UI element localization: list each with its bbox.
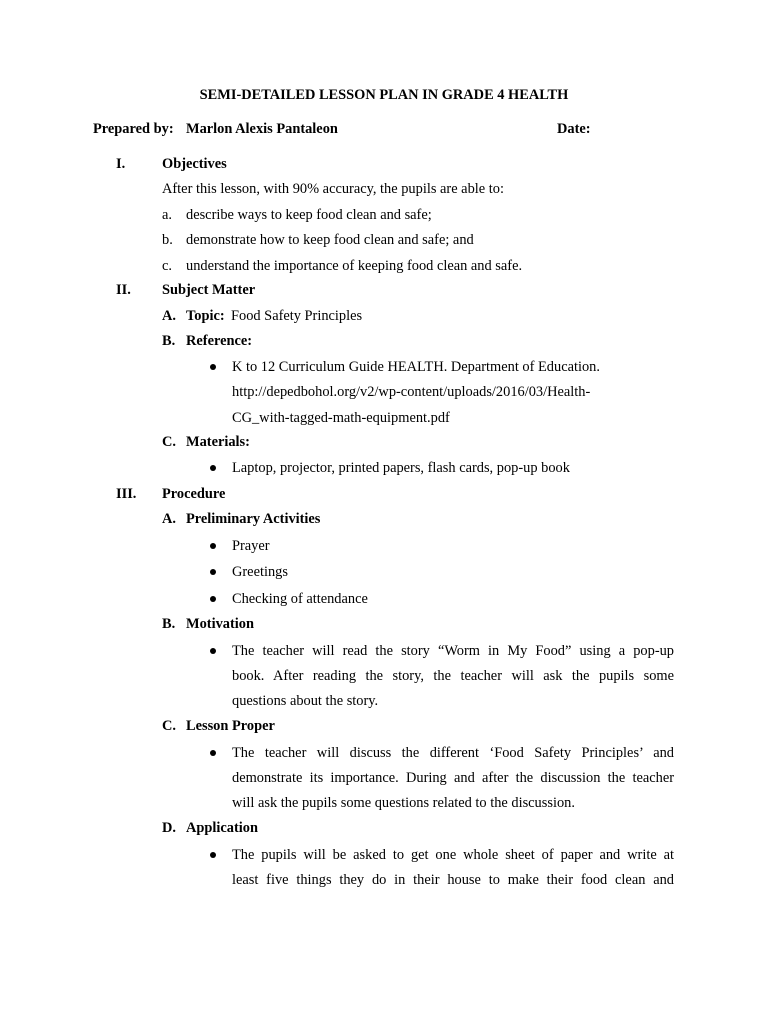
document-title: SEMI-DETAILED LESSON PLAN IN GRADE 4 HEALTH — [199, 87, 569, 103]
bullet-icon — [210, 648, 216, 654]
prepared-by-label: Prepared by: — [93, 121, 174, 137]
reference-label: Reference: — [186, 333, 253, 349]
section-number-procedure: III. — [116, 486, 137, 502]
bullet-icon — [210, 543, 216, 549]
bullet-icon — [210, 852, 216, 858]
materials-text: Laptop, projector, printed papers, flash cards, pop-up book — [232, 460, 570, 476]
bullet-icon — [210, 750, 216, 756]
motivation-letter: B. — [162, 616, 176, 632]
motivation-text-line: questions about the story. — [232, 693, 379, 709]
preliminary-item: Prayer — [232, 538, 270, 554]
date-label: Date: — [557, 121, 591, 137]
motivation-text-line: book. After reading the story, the teacher will ask the pupils some — [232, 668, 674, 684]
application-heading: Application — [186, 820, 258, 836]
bullet-icon — [210, 596, 216, 602]
prepared-by-name: Marlon Alexis Pantaleon — [186, 121, 338, 137]
topic-value: Food Safety Principles — [231, 308, 363, 324]
materials-letter: C. — [162, 434, 176, 450]
preliminary-item: Checking of attendance — [232, 591, 368, 607]
section-heading-subject-matter: Subject Matter — [162, 282, 256, 298]
lesson-proper-text-line: will ask the pupils some questions related to the discussion. — [232, 795, 575, 811]
objective-text: describe ways to keep food clean and safe; — [186, 207, 432, 223]
application-text-line: least five things they do in their house to make their food clean and — [232, 872, 674, 888]
application-letter: D. — [162, 820, 176, 836]
objective-letter: a. — [162, 207, 172, 223]
motivation-heading: Motivation — [186, 616, 254, 632]
motivation-text-line: The teacher will read the story “Worm in My Food” using a pop-up — [232, 643, 674, 659]
reference-text-line: CG_with-tagged-math-equipment.pdf — [232, 410, 450, 426]
objective-letter: c. — [162, 258, 172, 274]
reference-text-line: http://depedbohol.org/v2/wp-content/uploads/2016/03/Health- — [232, 384, 591, 400]
preliminary-heading: Preliminary Activities — [186, 511, 321, 527]
topic-letter: A. — [162, 308, 176, 324]
lesson-proper-text-line: The teacher will discuss the different ‘Food Safety Principles’ and — [232, 745, 674, 761]
objective-letter: b. — [162, 232, 173, 248]
bullet-icon — [210, 364, 216, 370]
objective-text: understand the importance of keeping food clean and safe. — [186, 258, 523, 274]
section-number-objectives: I. — [116, 156, 126, 172]
topic-label: Topic: — [186, 308, 225, 324]
preliminary-item: Greetings — [232, 564, 288, 580]
bullet-icon — [210, 465, 216, 471]
objective-text: demonstrate how to keep food clean and safe; and — [186, 232, 474, 248]
section-number-subject-matter: II. — [116, 282, 131, 298]
materials-label: Materials: — [186, 434, 250, 450]
application-text-line: The pupils will be asked to get one whole sheet of paper and write at — [232, 847, 674, 863]
preliminary-letter: A. — [162, 511, 176, 527]
reference-text-line: K to 12 Curriculum Guide HEALTH. Department of Education. — [232, 359, 600, 375]
objectives-intro: After this lesson, with 90% accuracy, the pupils are able to: — [162, 181, 504, 197]
reference-letter: B. — [162, 333, 176, 349]
section-heading-procedure: Procedure — [162, 486, 226, 502]
lesson-proper-text-line: demonstrate its importance. During and after the discussion the teacher — [232, 770, 674, 786]
section-heading-objectives: Objectives — [162, 156, 227, 172]
lesson-proper-letter: C. — [162, 718, 176, 734]
lesson-proper-heading: Lesson Proper — [186, 718, 275, 734]
bullet-icon — [210, 569, 216, 575]
